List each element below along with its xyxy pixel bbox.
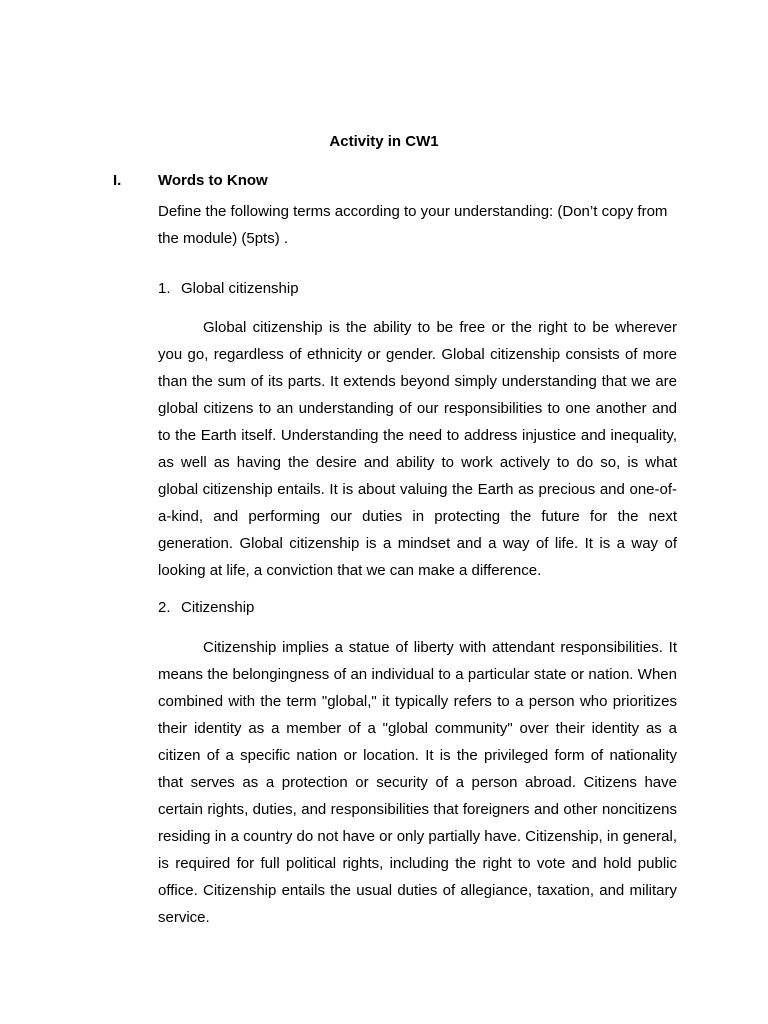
section-instructions: Define the following terms according to your understanding: (Don’t copy from the module) (5pts) . (158, 203, 668, 247)
section-number: I. (113, 172, 122, 189)
item-heading (158, 598, 254, 618)
item-definition: Citizenship implies a statue of liberty with attendant responsibilities. It means the belongingness of an individual to a particular state or nation. When combined with the term "global," it typically refers to a person who prioritizes their identity as a member of a "global community" over their identity as a citizen of a specific nation or location. It is the privileged form of nationality that serves as a protection or security of a person abroad. Citizens have certain rights, duties, and responsibilities that foreigners and other noncitizens residing in a country do not have or only partially have. Citizenship, in general, is required for full political rights, including the right to vote and hold public office. Citizenship entails the usual duties of allegiance, taxation, and military service. (158, 639, 677, 926)
item-heading (158, 279, 299, 299)
item-term: Citizenship (181, 599, 255, 616)
section-title: Words to Know (158, 172, 268, 189)
item-definition: Global citizenship is the ability to be free or the right to be wherever you go, regardless of ethnicity or gender. Global citizenship consists of more than the sum of its parts. It extends beyond simply understanding that we are global citizens to an understanding of our responsibilities to one another and to the Earth itself. Understanding the need to address injustice and inequality, as well as having the desire and ability to work actively to do so, is what global citizenship entails. It is about valuing the Earth as precious and one-of-a-kind, and performing our duties in protecting the future for the next generation. Global citizenship is a mindset and a way of life. It is a way of looking at life, a conviction that we can make a difference. (158, 319, 677, 579)
item-term: Global citizenship (181, 280, 299, 297)
item-number: 2. (158, 599, 171, 616)
item-number: 1. (158, 280, 171, 297)
page-title: Activity in CW1 (329, 133, 439, 150)
